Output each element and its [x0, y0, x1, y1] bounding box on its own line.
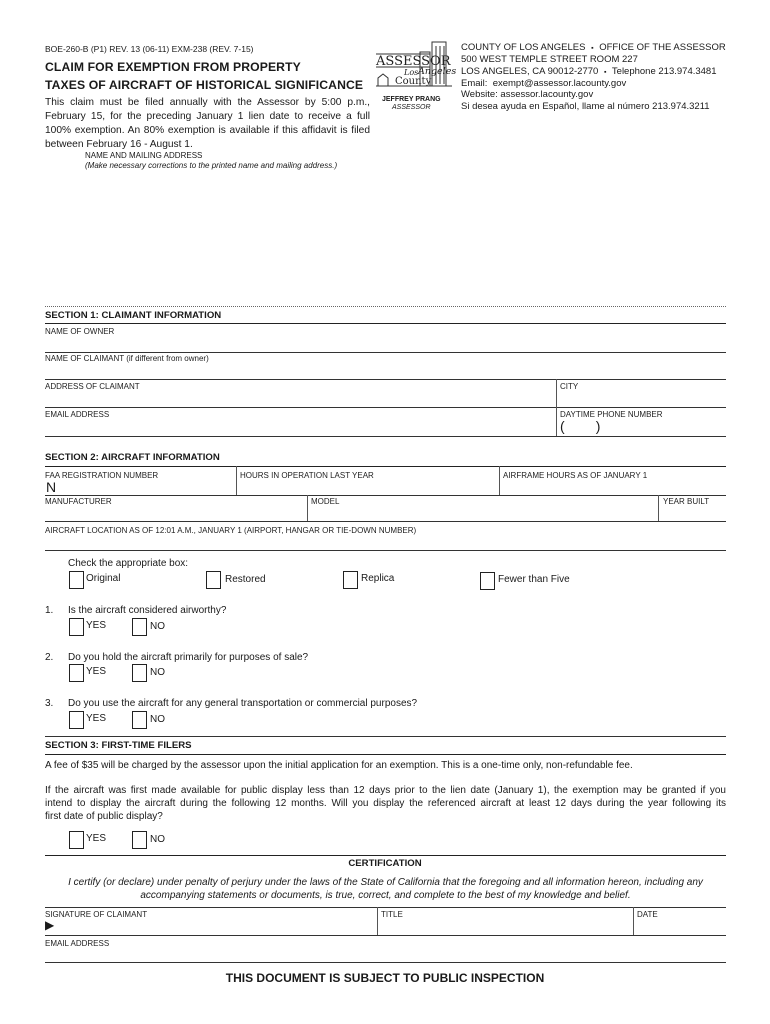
year-built-label: YEAR BUILT [663, 497, 710, 506]
name-of-owner-field[interactable] [45, 338, 726, 352]
q3-yes-checkbox[interactable] [69, 711, 84, 729]
divider [45, 855, 726, 856]
logo-word-county: County [395, 76, 432, 87]
model-label: MODEL [311, 497, 340, 506]
manufacturer-label: MANUFACTURER [45, 497, 112, 506]
name-of-claimant-field[interactable] [45, 365, 726, 379]
name-address-label: NAME AND MAILING ADDRESS [85, 151, 203, 160]
divider [45, 550, 726, 551]
email-field[interactable] [45, 421, 555, 435]
airframe-field[interactable] [503, 481, 725, 494]
logo-word-los: Los [404, 68, 419, 77]
signature-field[interactable] [60, 920, 374, 934]
faa-field[interactable] [58, 481, 234, 494]
fewer-than-five-label: Fewer than Five [498, 574, 570, 585]
divider [499, 466, 500, 495]
assessor-name: JEFFREY PRANG [382, 96, 441, 103]
office-spanish-help: Si desea ayuda en Español, llame al número 213.974.3211 [461, 101, 710, 112]
airframe-label: AIRFRAME HOURS AS OF JANUARY 1 [503, 471, 648, 480]
date-field[interactable] [637, 920, 725, 934]
q2-yes-label: YES [86, 666, 107, 677]
public-inspection-notice: THIS DOCUMENT IS SUBJECT TO PUBLIC INSPECTION [225, 971, 545, 985]
office-website: Website: assessor.lacounty.gov [461, 89, 594, 100]
section3-heading: SECTION 3: FIRST-TIME FILERS [45, 740, 192, 751]
office-email: Email: exempt@assessor.lacounty.gov [461, 78, 627, 89]
divider [45, 466, 726, 467]
section1-heading: SECTION 1: CLAIMANT INFORMATION [45, 310, 222, 321]
phone-label: DAYTIME PHONE NUMBER [560, 410, 663, 419]
q1-no-checkbox[interactable] [132, 618, 147, 636]
divider [556, 407, 557, 436]
q2-yes-checkbox[interactable] [69, 664, 84, 682]
q3-no-checkbox[interactable] [132, 711, 147, 729]
display-yes-checkbox[interactable] [69, 831, 84, 849]
replica-label: Replica [361, 573, 395, 584]
divider [45, 521, 726, 522]
office-line3: LOS ANGELES, CA 90012-2770 ▪ Telephone 213.974.3481 [461, 66, 717, 77]
cert-email-label: EMAIL ADDRESS [45, 939, 110, 948]
divider [45, 323, 726, 324]
divider [45, 935, 726, 936]
restored-checkbox[interactable] [206, 571, 221, 589]
location-label: AIRCRAFT LOCATION AS OF 12:01 A.M., JANUARY 1 (AIRPORT, HANGAR OR TIE-DOWN NUMBER) [45, 526, 417, 535]
faa-label: FAA REGISTRATION NUMBER [45, 471, 159, 480]
q3-text: Do you use the aircraft for any general transportation or commercial purposes? [68, 698, 418, 709]
divider [45, 962, 726, 963]
first-time-paragraph: If the aircraft was first made available for public display less than 12 days prior to the lien date (January 1), the exemption may be granted if you intend to display the aircraft during the following 12 months. Will you display the referenced aircraft at least 12 days during the year following its first date of public display? [45, 785, 726, 822]
original-label: Original [86, 573, 121, 584]
city-field[interactable] [560, 393, 726, 407]
hours-field[interactable] [240, 481, 496, 494]
office-line2: 500 WEST TEMPLE STREET ROOM 227 [461, 54, 638, 65]
q2-no-checkbox[interactable] [132, 664, 147, 682]
divider [307, 495, 308, 521]
name-of-claimant-label: NAME OF CLAIMANT (if different from owner) [45, 354, 209, 363]
original-checkbox[interactable] [69, 571, 84, 589]
name-address-hint: (Make necessary corrections to the printed name and mailing address.) [85, 161, 338, 170]
divider [45, 407, 726, 408]
office-line1: COUNTY OF LOS ANGELES ▪ OFFICE OF THE ASSESSOR [461, 42, 726, 53]
replica-checkbox[interactable] [343, 571, 358, 589]
divider [45, 736, 726, 737]
signature-label: SIGNATURE OF CLAIMANT [45, 910, 148, 919]
divider [45, 436, 726, 437]
date-label: DATE [637, 910, 658, 919]
form-title-line2: TAXES OF AIRCRAFT OF HISTORICAL SIGNIFICANCE [45, 78, 364, 92]
address-field[interactable] [45, 393, 555, 407]
q1-no-label: NO [150, 621, 165, 632]
email-label: EMAIL ADDRESS [45, 410, 110, 419]
divider [45, 754, 726, 755]
divider [45, 306, 726, 307]
signature-arrow-icon: ▶ [45, 918, 55, 932]
display-yes-label: YES [86, 833, 107, 844]
fewer-than-five-checkbox[interactable] [480, 572, 495, 590]
q1-yes-label: YES [86, 620, 107, 631]
display-no-label: NO [150, 834, 165, 845]
divider [377, 907, 378, 935]
q2-number: 2. [45, 652, 54, 663]
certification-statement: I certify (or declare) under penalty of perjury under the laws of the State of California that the foregoing and all information hereon, including any accompanying statements or documents, is true, correct, and complete to the best of my knowledge and belief. [68, 877, 703, 901]
q1-text: Is the aircraft considered airworthy? [68, 605, 227, 616]
q2-no-label: NO [150, 667, 165, 678]
model-field[interactable] [311, 507, 656, 520]
logo-word-angeles: Angeles [418, 66, 457, 77]
year-built-field[interactable] [663, 507, 725, 520]
section2-heading: SECTION 2: AIRCRAFT INFORMATION [45, 452, 220, 463]
location-field[interactable] [45, 537, 726, 550]
divider [633, 907, 634, 935]
q3-yes-label: YES [86, 713, 107, 724]
city-label: CITY [560, 382, 579, 391]
logo-word-assessor: ASSESSOR [376, 54, 451, 69]
divider [45, 352, 726, 353]
divider [45, 495, 726, 496]
certification-heading: CERTIFICATION [348, 858, 422, 869]
display-no-checkbox[interactable] [132, 831, 147, 849]
divider [45, 907, 726, 908]
address-label: ADDRESS OF CLAIMANT [45, 382, 140, 391]
q1-yes-checkbox[interactable] [69, 618, 84, 636]
q3-no-label: NO [150, 714, 165, 725]
q2-text: Do you hold the aircraft primarily for purposes of sale? [68, 652, 309, 663]
filing-instructions: This claim must be filed annually with the Assessor by 5:00 p.m., February 15, for the preceding January 1 lien date to receive a full 100% exemption. An 80% exemption is available if this affidavit is filed between February 16 - August 1. [45, 97, 370, 150]
cert-email-field[interactable] [45, 949, 726, 961]
phone-field[interactable]: ( ) [560, 418, 601, 434]
divider [45, 379, 726, 380]
manufacturer-field[interactable] [45, 507, 305, 520]
assessor-title: ASSESSOR [392, 104, 431, 111]
title-label: TITLE [381, 910, 403, 919]
hours-label: HOURS IN OPERATION LAST YEAR [240, 471, 374, 480]
name-of-owner-label: NAME OF OWNER [45, 327, 115, 336]
restored-label: Restored [225, 574, 266, 585]
divider [658, 495, 659, 521]
check-appropriate-label: Check the appropriate box: [68, 558, 189, 569]
q1-number: 1. [45, 605, 54, 616]
form-title-line1: CLAIM FOR EXEMPTION FROM PROPERTY [45, 60, 301, 74]
divider [236, 466, 237, 495]
fee-notice: A fee of $35 will be charged by the assessor upon the initial application for an exemption. This is a one-time only, non-refundable fee. [45, 760, 633, 771]
divider [556, 379, 557, 407]
faa-prefix: N [46, 479, 57, 495]
form-id: BOE-260-B (P1) REV. 13 (06-11) EXM-238 (REV. 7-15) [45, 44, 254, 54]
title-field[interactable] [381, 920, 631, 934]
q3-number: 3. [45, 698, 54, 709]
